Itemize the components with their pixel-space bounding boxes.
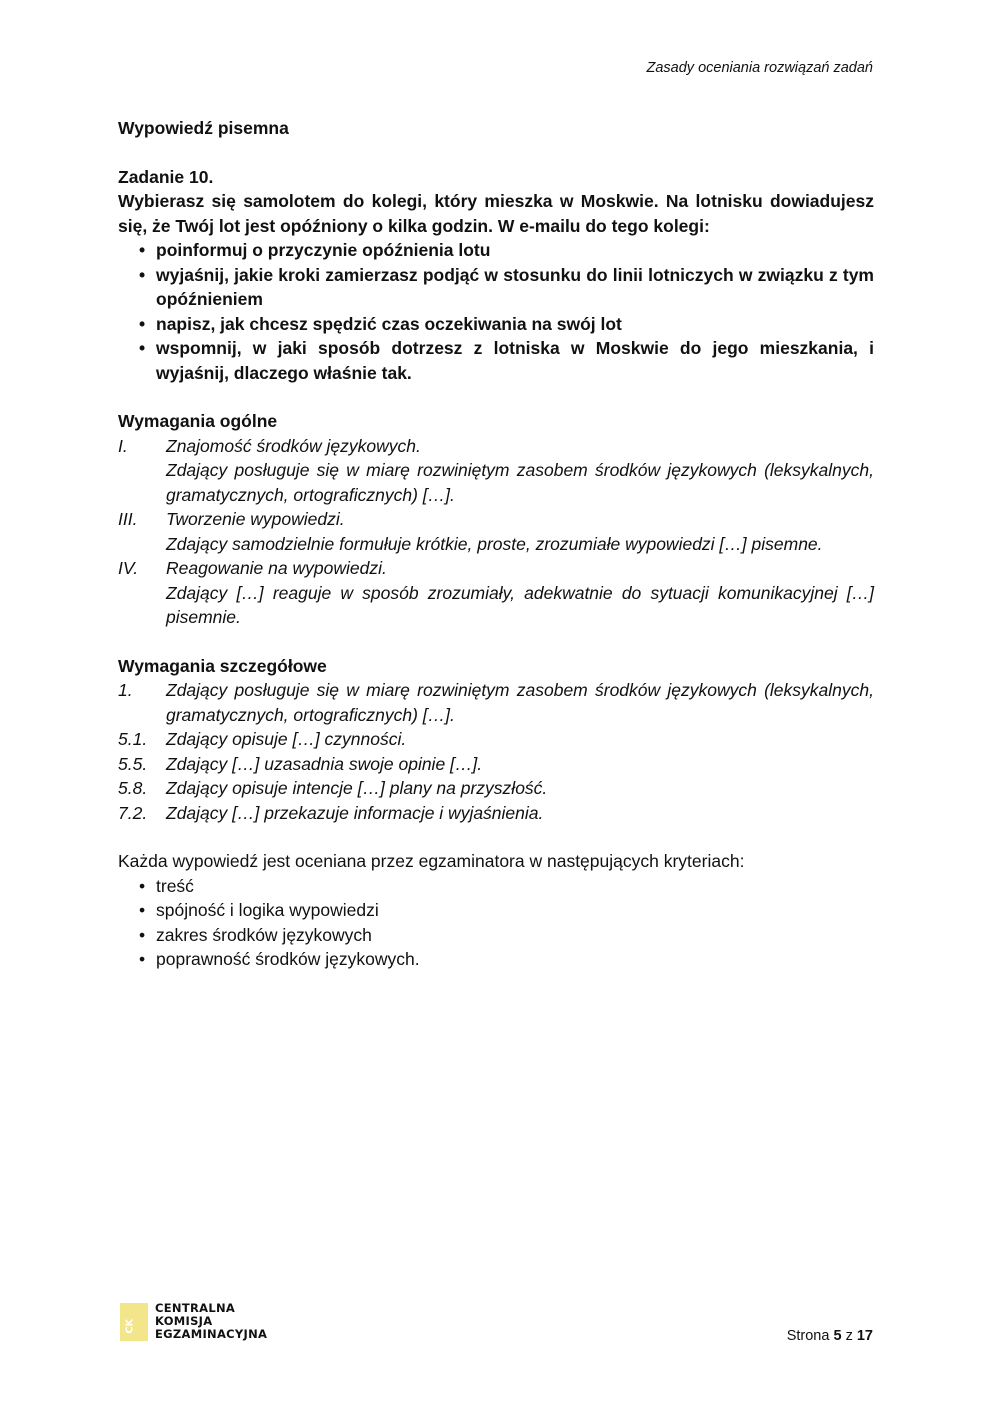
list-item: • wyjaśnij, jakie kroki zamierzasz podjąć w stosunku do linii lotniczych w związku z tym opóźnieniem	[118, 263, 874, 312]
page-total: 17	[856, 1328, 873, 1344]
item-heading: Znajomość środków językowych.	[166, 435, 421, 456]
section-title: Wypowiedź pisemna	[118, 118, 289, 138]
list-item	[118, 752, 874, 777]
running-header: Zasady oceniania rozwiązań zadań	[646, 60, 873, 76]
list-item: • wspomnij, w jaki sposób dotrzesz z lotniska w Moskwie do jego mieszkania, i wyjaśnij, dlaczego właśnie tak.	[118, 336, 874, 385]
list-item: • treść	[118, 874, 874, 899]
list-item: • napisz, jak chcesz spędzić czas oczekiwania na swój lot	[118, 312, 874, 337]
list-item: • zakres środków językowych	[118, 923, 874, 948]
general-requirements-title: Wymagania ogólne	[118, 411, 278, 431]
page-number: 5	[833, 1328, 842, 1344]
item-number: 5.5.	[118, 753, 148, 774]
item-number: 5.1.	[118, 729, 148, 749]
item-text: Zdający opisuje intencje […] plany na przyszłość.	[166, 778, 548, 798]
item-number: 7.2.	[118, 802, 148, 823]
list-item	[118, 678, 874, 727]
list-item	[118, 801, 874, 826]
item-number: I.	[118, 435, 128, 456]
task-intro: Wybierasz się samolotem do kolegi, który mieszka w Moskwie. Na lotnisku dowiadujesz się, że Twój lot jest opóźniony o kilka godzin. W e-mailu do tego kolegi:	[118, 191, 874, 236]
list-item	[118, 776, 874, 801]
logo-text	[155, 1302, 267, 1341]
item-heading: Reagowanie na wypowiedzi.	[166, 558, 387, 578]
item-number: 5.8.	[118, 778, 148, 798]
item-heading: Tworzenie wypowiedzi.	[166, 509, 345, 529]
page-indicator	[787, 1326, 873, 1346]
logo-mark	[120, 1303, 148, 1341]
item-text: Zdający opisuje […] czynności.	[166, 729, 407, 749]
list-item: • poinformuj o przyczynie opóźnienia lotu	[118, 238, 874, 263]
item-text: Zdający […] reaguje w sposób zrozumiały, adekwatnie do sytuacji komunikacyjnej […] pisemnie.	[166, 582, 874, 627]
page-separator: z	[845, 1328, 853, 1344]
list-item: • poprawność środków językowych.	[118, 947, 874, 972]
item-text: Zdający samodzielnie formułuje krótkie, proste, zrozumiałe wypowiedzi […] pisemne.	[166, 533, 823, 554]
list-item	[118, 556, 874, 630]
item-text: Zdający […] uzasadnia swoje opinie […].	[166, 753, 483, 774]
list-item	[118, 727, 874, 752]
criteria-intro: Każda wypowiedź jest oceniana przez egzaminatora w następujących kryteriach:	[118, 851, 745, 871]
logo-line: KOMISJA	[155, 1314, 213, 1328]
detailed-requirements-title: Wymagania szczegółowe	[118, 655, 327, 676]
page-content	[118, 116, 874, 972]
criteria-list	[118, 874, 874, 972]
list-item	[118, 507, 874, 556]
logo-line: CENTRALNA	[155, 1301, 236, 1315]
logo-line: EGZAMINACYJNA	[155, 1327, 268, 1341]
task-points-list	[118, 238, 874, 385]
detailed-requirements-list	[118, 678, 874, 825]
list-item: • spójność i logika wypowiedzi	[118, 898, 874, 923]
item-number: IV.	[118, 558, 139, 578]
task-number: Zadanie 10.	[118, 166, 214, 187]
item-text: Zdający posługuje się w miarę rozwiniętym zasobem środków językowych (leksykalnych, gramatycznych, ortograficznych) […].	[166, 460, 874, 505]
item-number: III.	[118, 509, 138, 529]
item-number: 1.	[118, 680, 133, 700]
item-text: Zdający […] przekazuje informacje i wyjaśnienia.	[166, 802, 544, 823]
item-text: Zdający posługuje się w miarę rozwiniętym zasobem środków językowych (leksykalnych, gramatycznych, ortograficznych) […].	[166, 680, 874, 725]
general-requirements-list	[118, 434, 874, 630]
list-item	[118, 434, 874, 508]
logo-mark-text: CK	[124, 1318, 136, 1334]
cke-logo	[120, 1302, 267, 1341]
page-label: Strona	[786, 1328, 830, 1344]
